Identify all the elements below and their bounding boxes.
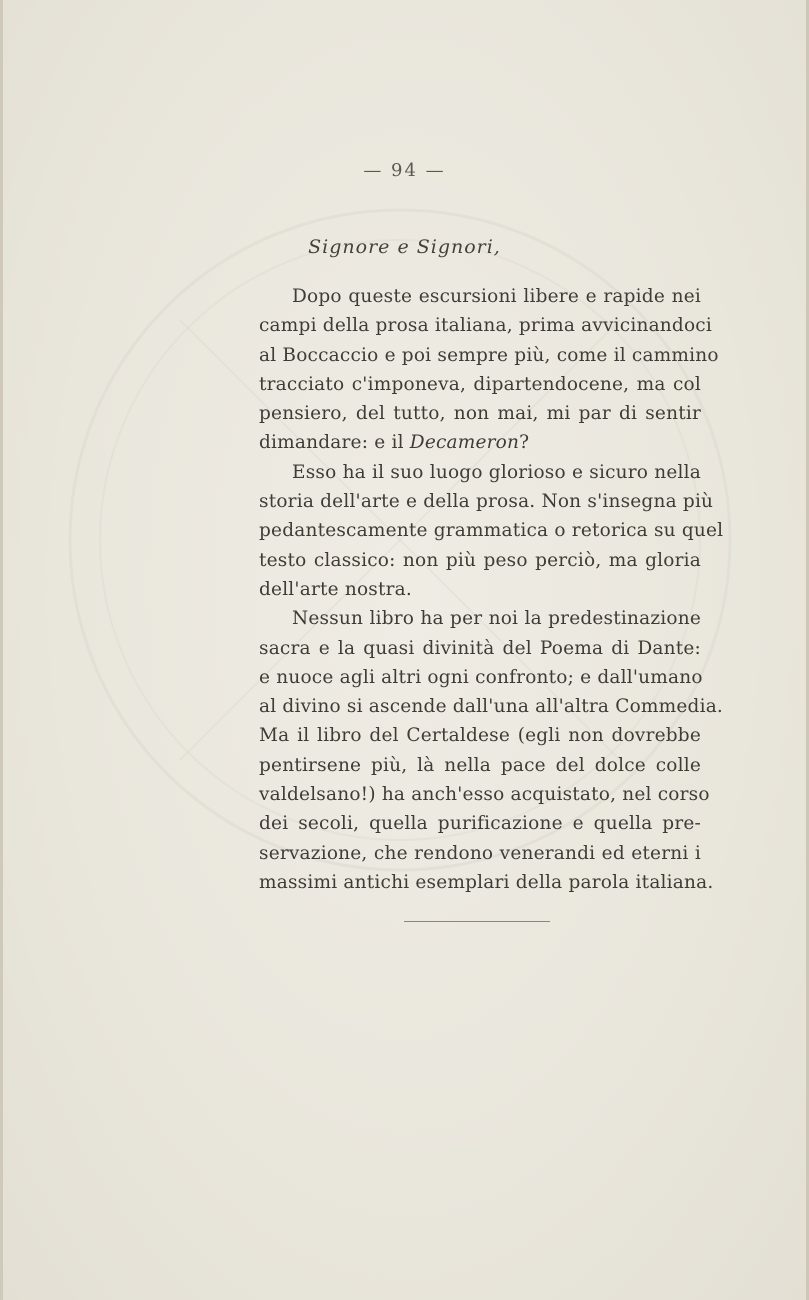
- text-line: dei secoli, quella purificazione e quella pre-: [259, 813, 701, 835]
- salutation-heading: Signore e Signori,: [308, 236, 501, 258]
- page-edge-left: [0, 0, 3, 1300]
- text-line: valdelsano!) ha anch'esso acquistato, nel corso: [259, 784, 710, 806]
- text-line: pensiero, del tutto, non mai, mi par di sentir: [259, 403, 701, 425]
- text-line: pedantescamente grammatica o retorica su quel: [259, 520, 724, 542]
- text-line: e nuoce agli altri ogni confronto; e dall'umano: [259, 666, 703, 688]
- text-line: Esso ha il suo luogo glorioso e sicuro nella: [292, 461, 701, 483]
- text-fragment: dimandare: e il: [259, 432, 410, 454]
- body-text: [259, 282, 724, 897]
- text-line: [259, 428, 701, 457]
- text-line: Ma il libro del Certaldese (egli non dovrebbe: [259, 725, 701, 747]
- text-line: testo classico: non più peso perciò, ma gloria: [259, 549, 701, 571]
- page-number: — 94 —: [363, 160, 446, 181]
- text-line: servazione, che rendono venerandi ed eterni i: [259, 842, 701, 864]
- text-line: campi della prosa italiana, prima avvicinandoci: [259, 315, 712, 337]
- text-line: al Boccaccio e poi sempre più, come il cammino: [259, 344, 719, 366]
- section-divider: [404, 921, 550, 922]
- text-line: tracciato c'imponeva, dipartendocene, ma col: [259, 373, 701, 395]
- text-fragment: ?: [519, 432, 530, 454]
- text-line: al divino si ascende dall'una all'altra Commedia.: [259, 696, 724, 718]
- text-line: storia dell'arte e della prosa. Non s'insegna più: [259, 491, 714, 513]
- text-line: pentirsene più, là nella pace del dolce colle: [259, 754, 701, 776]
- text-line: dell'arte nostra.: [259, 578, 412, 600]
- text-line: Nessun libro ha per noi la predestinazione: [292, 608, 701, 630]
- text-line: Dopo queste escursioni libere e rapide nei: [292, 286, 701, 307]
- text-line: massimi antichi esemplari della parola italiana.: [259, 871, 714, 893]
- book-title: Decameron: [409, 432, 520, 454]
- text-line: sacra e la quasi divinità del Poema di Dante:: [259, 637, 701, 659]
